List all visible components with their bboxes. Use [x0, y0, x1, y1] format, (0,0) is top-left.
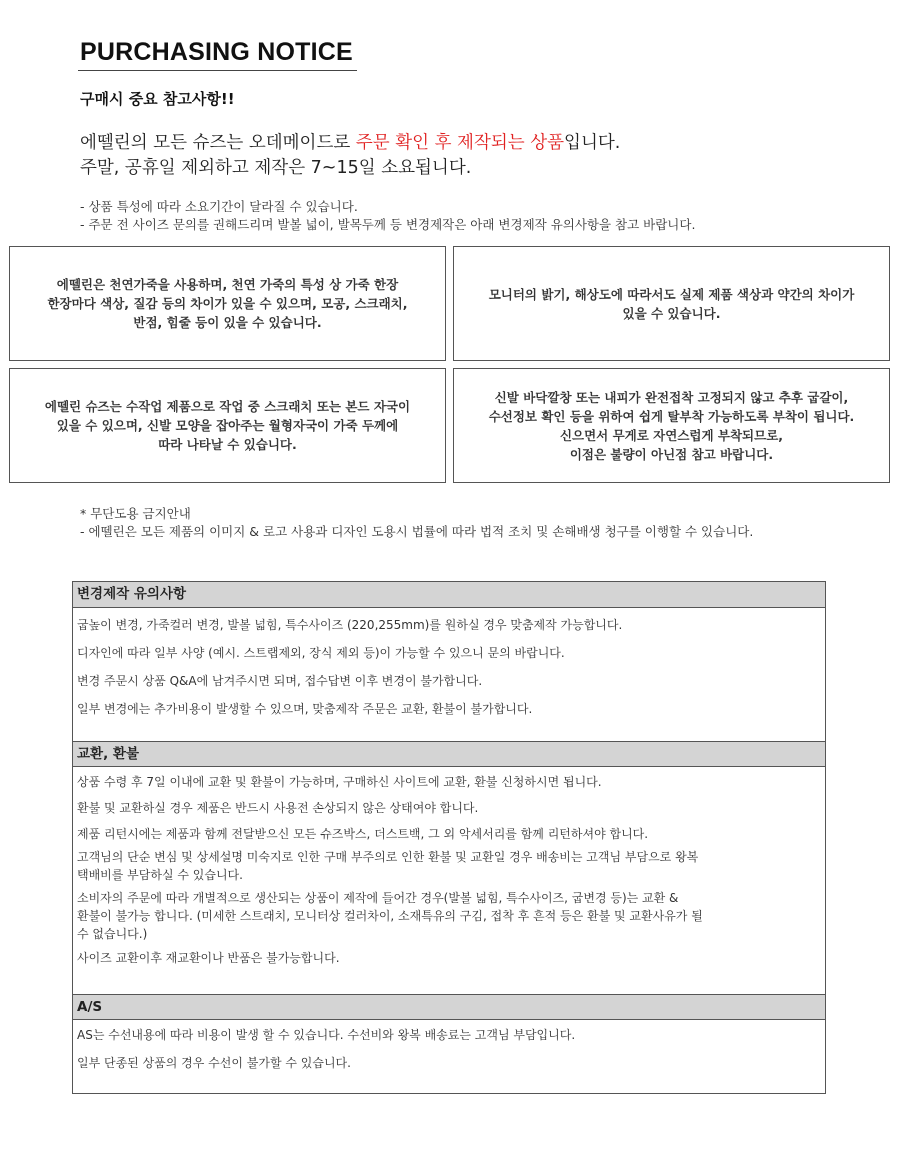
policy-item: AS는 수선내용에 따라 비용이 발생 할 수 있습니다. 수선비와 왕복 배송료는 고객님 부담입니다. [77, 1028, 576, 1042]
box-line: 따라 나타날 수 있습니다. [158, 437, 297, 452]
notes [80, 198, 695, 234]
lead-text [80, 131, 620, 181]
section-body [73, 1020, 825, 1072]
policy-item [77, 889, 819, 943]
box-line: 이점은 불량이 아닌점 참고 바랍니다. [569, 446, 774, 462]
box-line: 신으면서 무게로 자연스럽게 부착되므로, [559, 427, 784, 443]
copyright-heading: * 무단도용 금지안내 [80, 506, 191, 521]
policy-item [77, 848, 819, 884]
lead-line-1-start: 에뗄린의 모든 슈즈는 오데메이드로 [80, 133, 356, 153]
section-custom-order [73, 582, 825, 741]
section-as [73, 994, 825, 1072]
policy-item: 상품 수령 후 7일 이내에 교환 및 환불이 가능하며, 구매하신 사이트에 교환, 환불 신청하시면 됩니다. [77, 775, 602, 789]
policy-item-line: 택배비를 부담하실 수 있습니다. [77, 868, 243, 882]
copyright-notice [80, 505, 753, 541]
box-line: 있을 수 있으며, 신발 모양을 잡아주는 월형자국이 가죽 두께에 [56, 418, 399, 433]
box-line: 반점, 힘줄 등이 있을 수 있습니다. [133, 315, 322, 330]
policy-item-line: 소비자의 주문에 따라 개별적으로 생산되는 상품이 제작에 들어간 경우(발볼 넓힘, 특수사이즈, 굽변경 등)는 교환 & [77, 891, 679, 905]
policy-item: 일부 변경에는 추가비용이 발생할 수 있으며, 맞춤제작 주문은 교환, 환불이 불가합니다. [77, 702, 533, 716]
policy-item: 제품 리턴시에는 제품과 함께 전달받으신 모든 슈즈박스, 더스트백, 그 외 악세서리를 함께 리턴하셔야 합니다. [77, 827, 649, 841]
policy-item: 변경 주문시 상품 Q&A에 남겨주시면 되며, 접수답변 이후 변경이 불가합니다. [77, 674, 483, 688]
section-exchange-refund [73, 741, 825, 994]
section-heading: 교환, 환불 [73, 741, 825, 767]
lead-highlight: 주문 확인 후 제작되는 상품 [355, 133, 565, 153]
box-line: 수선정보 확인 등을 위하여 쉽게 탈부착 가능하도록 부착이 됩니다. [488, 408, 855, 424]
policy-item: 일부 단종된 상품의 경우 수선이 불가할 수 있습니다. [77, 1056, 351, 1070]
policy-item-line: 수 없습니다.) [77, 927, 148, 941]
box-line: 신발 바닥깔창 또는 내피가 완전접착 고정되지 않고 추후 굽갈이, [494, 389, 849, 405]
section-heading: A/S [73, 994, 825, 1020]
note-item: - 주문 전 사이즈 문의를 권해드리며 발볼 넓이, 발목두께 등 변경제작은 아래 변경제작 유의사항을 참고 바랍니다. [80, 217, 696, 232]
section-body [73, 767, 825, 967]
notice-box-leather [9, 246, 446, 361]
notice-box-handmade [9, 368, 446, 483]
note-item: - 상품 특성에 따라 소요기간이 달라질 수 있습니다. [80, 199, 358, 214]
policy-item: 굽높이 변경, 가죽컬러 변경, 발볼 넓힘, 특수사이즈 (220,255mm)를 원하실 경우 맞춤제작 가능합니다. [77, 618, 623, 632]
notice-box-insole [453, 368, 890, 483]
lead-line-2: 주말, 공휴일 제외하고 제작은 7~15일 소요됩니다. [80, 158, 472, 178]
box-line: 있을 수 있습니다. [622, 305, 721, 321]
lead-line-1 [80, 131, 620, 156]
policy-item: 환불 및 교환하실 경우 제품은 반드시 사용전 손상되지 않은 상태여야 합니다. [77, 801, 479, 815]
notice-box-monitor [453, 246, 890, 361]
section-heading: 변경제작 유의사항 [73, 582, 825, 608]
policy-item: 사이즈 교환이후 재교환이나 반품은 불가능합니다. [77, 951, 340, 965]
policy-table [72, 581, 826, 1094]
box-line: 한장마다 색상, 질감 등의 차이가 있을 수 있으며, 모공, 스크래치, [47, 296, 408, 311]
page-subtitle: 구매시 중요 참고사항!! [80, 90, 235, 108]
copyright-text: - 에뗄린은 모든 제품의 이미지 & 로고 사용과 디자인 도용시 법률에 따라 법적 조치 및 손해배생 청구를 이행할 수 있습니다. [80, 524, 754, 539]
lead-line-1-end: 입니다. [564, 133, 621, 153]
page-title: PURCHASING NOTICE [80, 38, 353, 66]
title-underline [78, 70, 357, 71]
box-line: 에뗄린 슈즈는 수작업 제품으로 작업 중 스크래치 또는 본드 자국이 [44, 399, 411, 414]
policy-item: 디자인에 따라 일부 사양 (예시. 스트랩제외, 장식 제외 등)이 가능할 수 있으니 문의 바랍니다. [77, 646, 565, 660]
box-line: 모니터의 밝기, 해상도에 따라서도 실제 제품 색상과 약간의 차이가 [488, 286, 855, 302]
section-body [73, 608, 825, 718]
box-line: 에뗄린은 천연가죽을 사용하며, 천연 가죽의 특성 상 가죽 한장 [56, 277, 399, 292]
policy-item-line: 고객님의 단순 변심 및 상세설명 미숙지로 인한 구매 부주의로 인한 환불 및 교환일 경우 배송비는 고객님 부담으로 왕복 [77, 850, 699, 864]
policy-item-line: 환불이 불가능 합니다. (미세한 스트래치, 모니터상 컬러차이, 소재특유의 구김, 접착 후 흔적 등은 환불 및 교환사유가 될 [77, 909, 703, 923]
